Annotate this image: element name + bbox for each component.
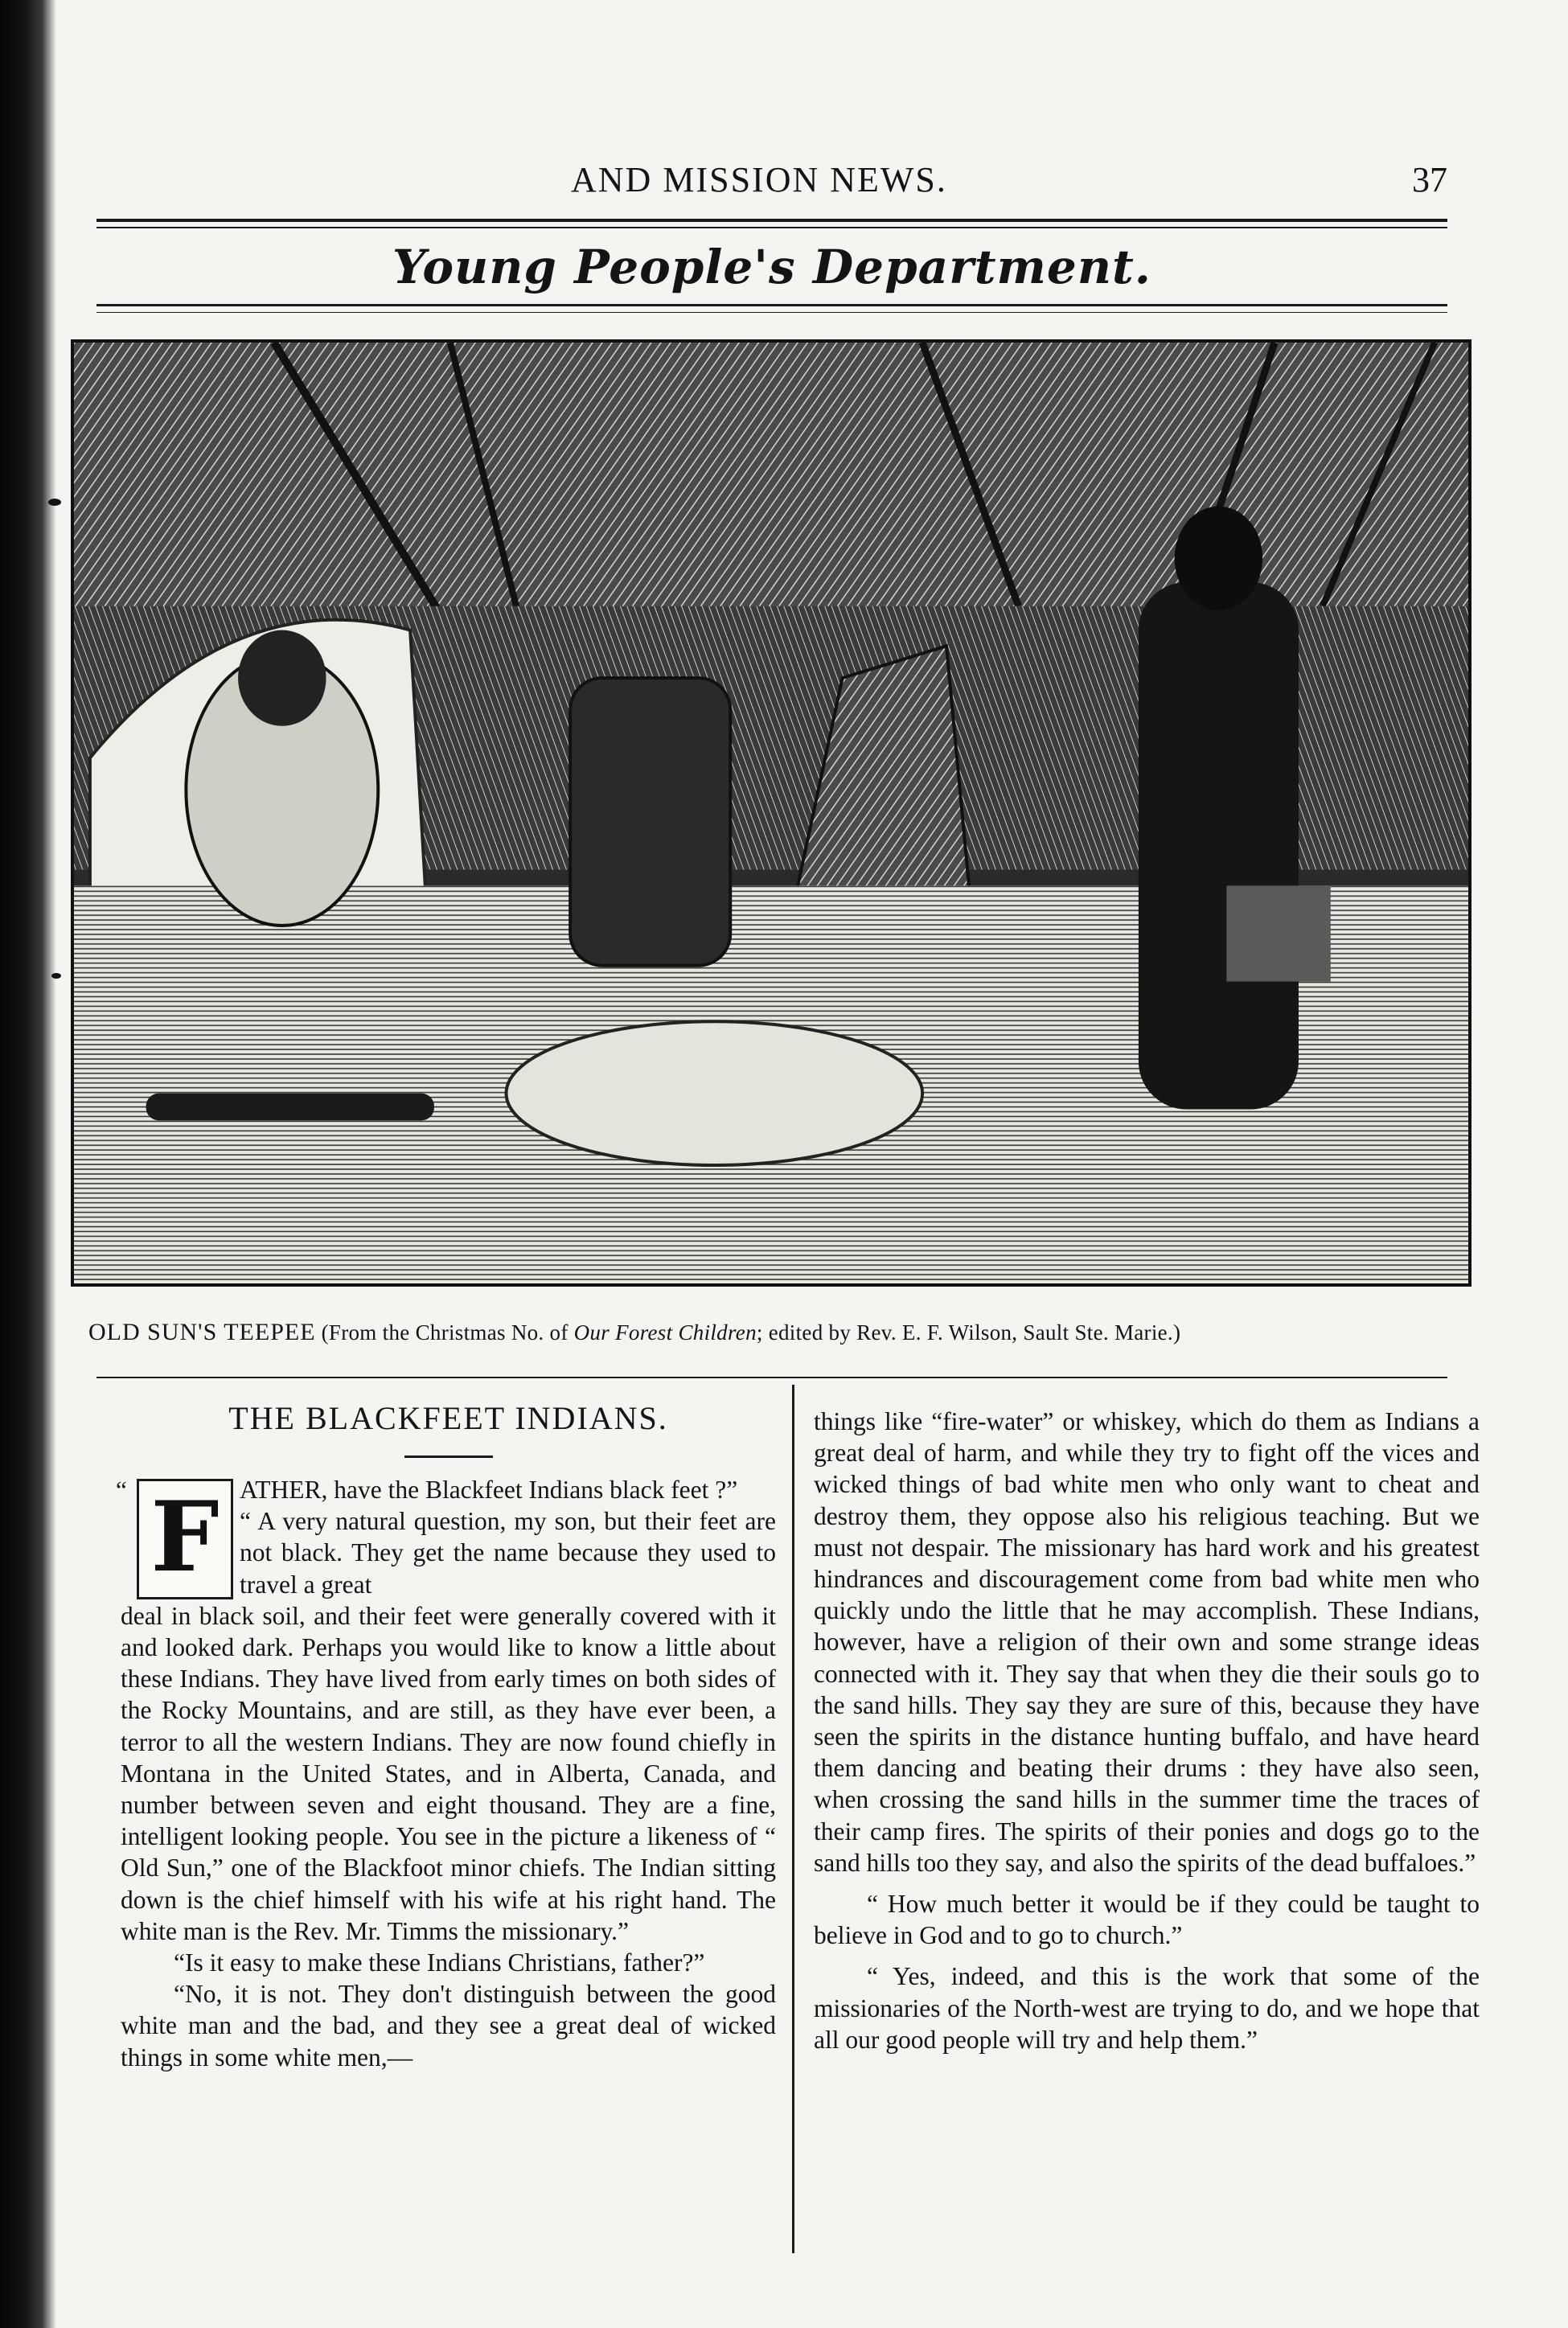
paragraph: “ A very natural question, my son, but their feet are not black. They get the name because they used to travel a great (240, 1507, 776, 1599)
scan-speck (48, 499, 61, 506)
paragraph: “No, it is not. They don't distinguish between the good white man and the bad, and they see a great deal of wicked things in some white men,— (121, 1980, 776, 2071)
book-spine-shadow (0, 0, 56, 2328)
dept-rule-thin (96, 312, 1447, 313)
article-left-column (116, 1399, 776, 2073)
figure-caption (88, 1319, 1488, 1346)
teepee-engraving (71, 339, 1472, 1287)
engraving-illustration (74, 343, 1468, 1283)
page-number: 37 (1412, 160, 1447, 199)
drop-cap: F (137, 1479, 233, 1599)
running-head (96, 159, 1447, 207)
opening-quote: “ (116, 1476, 127, 1504)
title-rule (404, 1456, 493, 1458)
caption-prefix: (From the Christmas No. of (321, 1320, 574, 1345)
dept-rule (96, 304, 1447, 306)
caption-publication: Our Forest Children (573, 1320, 757, 1345)
paragraph: “ How much better it would be if they could be taught to believe in God and to go to church.” (814, 1890, 1480, 1950)
paragraph: deal in black soil, and their feet were generally covered with it and looked dark. Perhaps you would like to know a little about these Indians. They have lived from early times on both sides of the Rocky Mountains, and are still, as they have ever been, a terror to all the western Indians. They are now found chiefly in Montana in the United States, and in Alberta, Canada, and number between seven and eight thousand. They are a fine, intelligent looking people. You see in the picture a likeness of “ Old Sun,” one of the Blackfoot minor chiefs. The Indian sitting down is the chief himself with his wife at his right hand. The white man is the Rev. Mr. Timms the missionary.” (121, 1601, 776, 1945)
caption-rule (96, 1377, 1447, 1378)
header-rule-bottom (96, 227, 1447, 228)
paragraph: “Is it easy to make these Indians Christians, father?” (174, 1948, 705, 1977)
opening-block (116, 1474, 776, 1600)
opening-line: ATHER, have the Blackfeet Indians black feet ?” (240, 1476, 738, 1504)
scan-speck (51, 973, 61, 979)
header-rule-top (96, 219, 1447, 222)
paragraph: things like “fire-water” or whiskey, which do them as Indians a great deal of harm, and while they try to fight off the vices and wicked things of bad white men who only want to cheat and destroy them, they oppose also his religious teaching. But we must not despair. The missionary has hard work and his greatest hindrances and discouragement come from bad white men who quickly undo the little that he may accomplish. These Indians, however, have a religion of their own and some strange ideas connected with it. They say that when they die their souls go to the sand hills. They say they are sure of this, because they have seen the spirits in the distance hunting buffalo, and have heard them dancing and beating their drums : they have also seen, when crossing the sand hills in the summer time the traces of their camp fires. The spirits of their ponies and dogs go to the sand hills too they say, and also the spirits of the dead buffaloes.” (814, 1407, 1480, 1877)
caption-title: OLD SUN'S TEEPEE (88, 1319, 316, 1345)
paragraph: “ Yes, indeed, and this is the work that some of the missionaries of the North-west are trying to do, and we hope that all our good people will try and help them.” (814, 1962, 1480, 2054)
article-right-column (814, 1406, 1480, 2055)
caption-suffix: ; edited by Rev. E. F. Wilson, Sault Ste. Marie.) (756, 1320, 1181, 1345)
column-divider (792, 1385, 794, 2253)
article-title: THE BLACKFEET INDIANS. (228, 1400, 668, 1436)
running-title: AND MISSION NEWS. (571, 160, 947, 199)
department-title: Young People's Department. (392, 240, 1151, 294)
